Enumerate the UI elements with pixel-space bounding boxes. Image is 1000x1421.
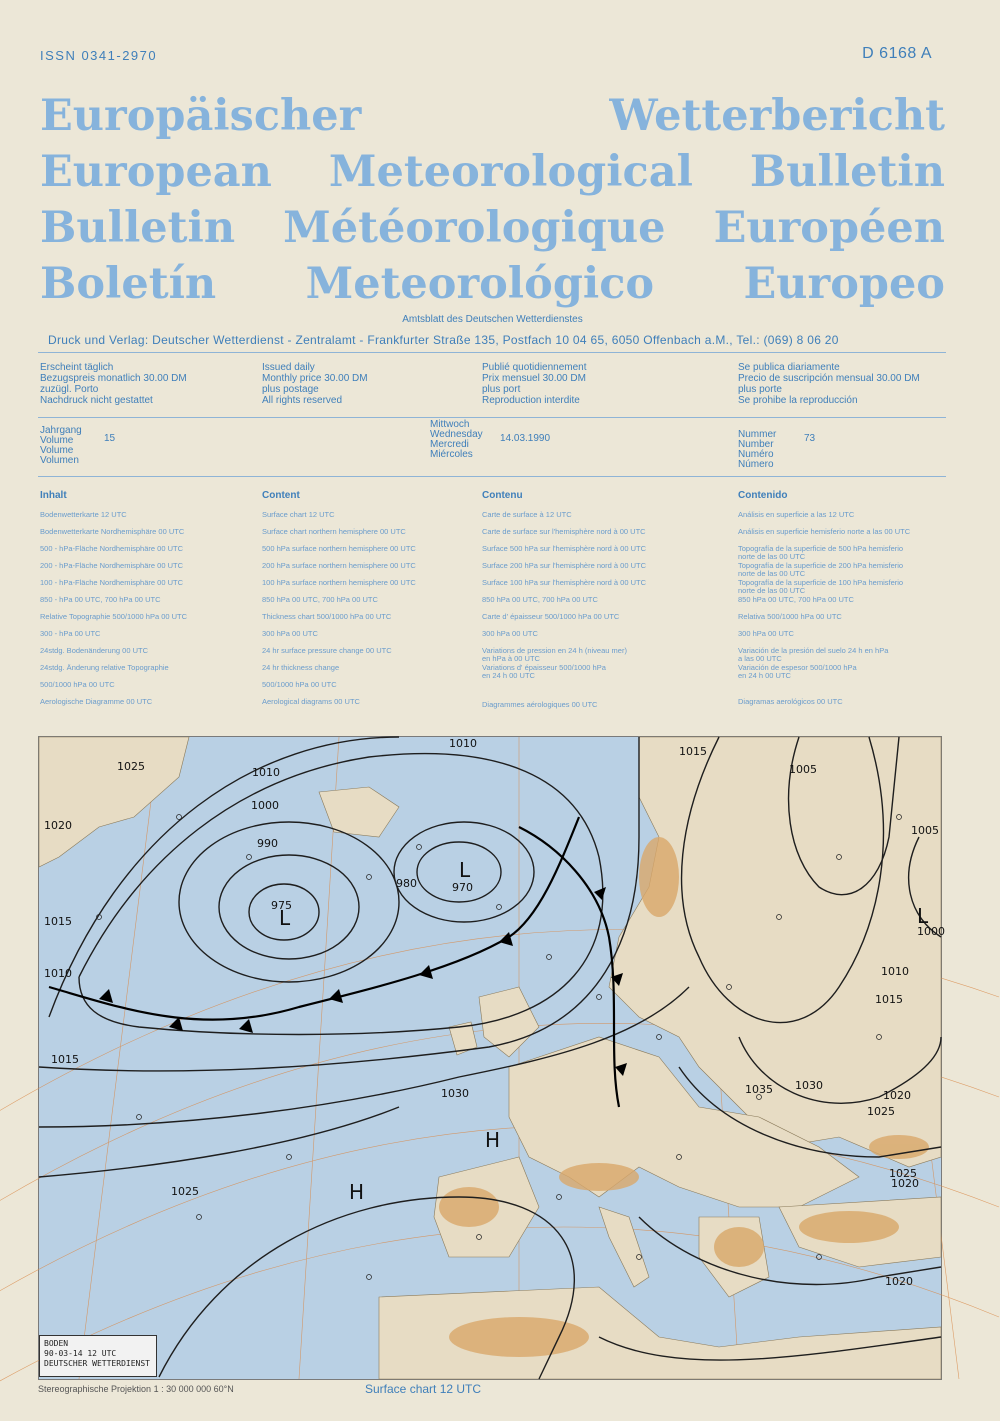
contents-item: Surface chart northern hemisphere 00 UTC [262, 527, 406, 536]
postal-code: D 6168 A [862, 45, 932, 62]
label: Miércoles [430, 449, 473, 460]
label: Nummer [738, 429, 777, 440]
isobar-label: 1015 [875, 993, 903, 1006]
contents-item: Surface 200 hPa sur l'hemisphère nord à 00 UTC [482, 561, 647, 570]
title-french: Bulletin Météorologique Européen [40, 203, 945, 253]
contents-item: Variación de la presión del suelo 24 h en hPa [738, 646, 889, 655]
divider [38, 352, 946, 353]
weekday-labels [430, 420, 483, 460]
contents-item: 500/1000 hPa 00 UTC [40, 680, 115, 689]
number-labels [738, 430, 776, 470]
isobar-label: 970 [452, 881, 473, 894]
low-pressure-label: L [279, 906, 291, 930]
notice-line: Precio de suscripción mensual 30.00 DM [738, 373, 920, 384]
isobar-label: 1000 [251, 799, 279, 812]
notice-line: Erscheint täglich [40, 362, 114, 373]
label: Volume [40, 435, 74, 446]
contents-item: en hPa à 00 UTC [482, 654, 540, 663]
contents-item: 850 hPa 00 UTC, 700 hPa 00 UTC [482, 595, 598, 604]
contents-item: Análisis en superficie hemisferio norte a las 00 UTC [738, 527, 911, 536]
notice-line: Se publica diariamente [738, 362, 840, 373]
contents-item: 100 hPa surface northern hemisphere 00 UTC [262, 578, 416, 587]
surface-weather-map [38, 736, 945, 1380]
contents-item: Relative Topographie 500/1000 hPa 00 UTC [40, 612, 188, 621]
contents-item: norte de las 00 UTC [738, 569, 806, 578]
divider [38, 417, 946, 418]
isobar-label: 1020 [885, 1275, 913, 1288]
contents-item: Relativa 500/1000 hPa 00 UTC [738, 612, 842, 621]
notice-line: plus postage [262, 384, 319, 395]
volume-value: 15 [104, 433, 116, 444]
contents-item: 100 - hPa-Fläche Nordhemisphäre 00 UTC [40, 578, 183, 587]
notice-line: All rights reserved [262, 395, 343, 406]
contents-item: Aerological diagrams 00 UTC [262, 697, 360, 706]
isobar-label: 1005 [789, 763, 817, 776]
isobar-label: 1025 [867, 1105, 895, 1118]
contents-item: norte de las 00 UTC [738, 552, 806, 561]
contents-item: 24stdg. Änderung relative Topographie [40, 663, 169, 672]
contents-item: 200 hPa surface northern hemisphere 00 UTC [262, 561, 416, 570]
contents-item: 24 hr surface pressure change 00 UTC [262, 646, 392, 655]
contents-item: norte de las 00 UTC [738, 586, 806, 595]
isobar-label: 1000 [917, 925, 945, 938]
contents-item: Thickness chart 500/1000 hPa 00 UTC [262, 612, 392, 621]
isobar-label: 1015 [51, 1053, 79, 1066]
notice-line: Issued daily [262, 362, 315, 373]
contents-item: Diagramas aerológicos 00 UTC [738, 697, 843, 706]
title-spanish: Boletín Meteorológico Europeo [40, 259, 945, 309]
contents-item: Bodenwetterkarte Nordhemisphäre 00 UTC [40, 527, 185, 536]
label: Volumen [40, 455, 79, 466]
issn-number: ISSN 0341-2970 [40, 48, 158, 63]
contents-item: 300 - hPa 00 UTC [40, 629, 101, 638]
contents-item: 850 - hPa 00 UTC, 700 hPa 00 UTC [40, 595, 161, 604]
contents-heading-english: Content [262, 490, 300, 501]
terrain-patch [449, 1317, 589, 1357]
isobar-label: 990 [257, 837, 278, 850]
isobar-label: 1025 [171, 1185, 199, 1198]
isobar-label: 1030 [441, 1087, 469, 1100]
contents-item: Carte de surface à 12 UTC [482, 510, 572, 519]
notice-line: Prix mensuel 30.00 DM [482, 373, 586, 384]
contents-item: Carte d' épaisseur 500/1000 hPa 00 UTC [482, 612, 620, 621]
label: Número [738, 459, 774, 470]
contents-item: 300 hPa 00 UTC [262, 629, 318, 638]
issue-date: 14.03.1990 [500, 433, 551, 444]
label: Number [738, 439, 774, 450]
contents-item: Variación de espesor 500/1000 hPa [738, 663, 857, 672]
contents-heading-german: Inhalt [40, 490, 67, 501]
stamp-line: 90-03-14 12 UTC [44, 1349, 117, 1358]
subtitle: Amtsblatt des Deutschen Wetterdienstes [402, 314, 583, 325]
label: Wednesday [430, 429, 483, 440]
contents-item: Análisis en superficie a las 12 UTC [738, 510, 855, 519]
notice-english [262, 362, 368, 406]
stamp-line: BODEN [44, 1339, 69, 1348]
contents-item: Topografía de la superficie de 100 hPa hemisferio [738, 578, 904, 587]
notice-line: Se prohibe la reproducción [738, 395, 858, 406]
isobar-label: 1015 [679, 745, 707, 758]
isobar-label: 1025 [889, 1167, 917, 1180]
isobar-label: 1020 [883, 1089, 911, 1102]
contents-item: Variations de pression en 24 h (niveau mer) [482, 646, 627, 655]
isobar-label: 1020 [44, 819, 72, 832]
contents-item: Diagrammes aérologiques 00 UTC [482, 700, 598, 709]
terrain-patch [559, 1163, 639, 1191]
contents-item: Topografía de la superficie de 200 hPa hemisferio [738, 561, 904, 570]
contents-item: 500 - hPa-Fläche Nordhemisphäre 00 UTC [40, 544, 183, 553]
volume-labels [40, 426, 82, 466]
label: Mittwoch [430, 419, 470, 430]
isobar-label: 1025 [117, 760, 145, 773]
isobar-label: 1005 [911, 824, 939, 837]
contents-item: Carte de surface sur l'hemisphère nord à 00 UTC [482, 527, 646, 536]
notice-french [482, 362, 587, 406]
map-canvas [39, 737, 945, 1379]
isobar-label: 975 [271, 899, 292, 912]
label: Mercredi [430, 439, 469, 450]
issue-number: 73 [804, 433, 816, 444]
notice-line: Monthly price 30.00 DM [262, 373, 368, 384]
contents-heading-spanish: Contenido [738, 490, 788, 501]
contents-item: 200 - hPa-Fläche Nordhemisphäre 00 UTC [40, 561, 183, 570]
low-pressure-label: L [917, 904, 929, 928]
contents-item: a las 00 UTC [738, 654, 782, 663]
contents-item: 500 hPa surface northern hemisphere 00 UTC [262, 544, 416, 553]
isobar-label: 1010 [449, 737, 477, 750]
terrain-patch [799, 1211, 899, 1243]
contents-item: 24 hr thickness change [262, 663, 340, 672]
label: Jahrgang [40, 425, 82, 436]
map-stamp [39, 1335, 157, 1377]
isobar-label: 1035 [745, 1083, 773, 1096]
contents-item: Variations d' épaisseur 500/1000 hPa [482, 663, 606, 672]
notice-line: plus port [482, 384, 521, 395]
notice-german [40, 362, 187, 406]
contents-item: 500/1000 hPa 00 UTC [262, 680, 337, 689]
low-pressure-label: L [459, 858, 471, 882]
terrain-patch [714, 1227, 764, 1267]
contents-item: 300 hPa 00 UTC [482, 629, 538, 638]
contents-item: Aerologische Diagramme 00 UTC [40, 697, 153, 706]
title-english: European Meteorological Bulletin [40, 147, 945, 197]
notice-line: zuzügl. Porto [40, 384, 99, 395]
notice-line: Publié quotidiennement [482, 362, 587, 373]
isobar-label: 1010 [44, 967, 72, 980]
contents-item: 850 hPa 00 UTC, 700 hPa 00 UTC [738, 595, 854, 604]
contents-item: Bodenwetterkarte 12 UTC [40, 510, 127, 519]
contents-item: 24stdg. Bodenänderung 00 UTC [40, 646, 148, 655]
contents-item: 300 hPa 00 UTC [738, 629, 794, 638]
contents-item: Topografía de la superficie de 500 hPa hemisferio [738, 544, 904, 553]
notice-line: Reproduction interdite [482, 395, 580, 406]
contents-item: Surface 500 hPa sur l'hemisphère nord à 00 UTC [482, 544, 647, 553]
contents-heading-french: Contenu [482, 490, 523, 501]
title-german: Europäischer Wetterbericht [40, 91, 945, 141]
contents-item: en 24 h 00 UTC [482, 671, 535, 680]
isobar-label: 1030 [795, 1079, 823, 1092]
terrain-patch [639, 837, 679, 917]
label: Volume [40, 445, 74, 456]
terrain-patch [439, 1187, 499, 1227]
chart-caption: Surface chart 12 UTC [365, 1382, 482, 1396]
isobar-label: 980 [396, 877, 417, 890]
publisher-line: Druck und Verlag: Deutscher Wetterdienst - Zentralamt - Frankfurter Straße 135, Postfach 10 04 65, 6050 Offenbach a.M., Tel.: (069) 8 06 20 [48, 333, 839, 347]
contents-item: 850 hPa 00 UTC, 700 hPa 00 UTC [262, 595, 378, 604]
notice-line: plus porte [738, 384, 782, 395]
notice-line: Nachdruck nicht gestattet [40, 395, 153, 406]
label: Numéro [738, 449, 774, 460]
divider [38, 476, 946, 477]
contents-item: en 24 h 00 UTC [738, 671, 791, 680]
terrain-patch [869, 1135, 929, 1159]
isobar-label: 1015 [44, 915, 72, 928]
contents-item: Surface 100 hPa sur l'hemisphère nord à 00 UTC [482, 578, 647, 587]
high-pressure-label: H [485, 1128, 501, 1152]
isobar-label: 1010 [881, 965, 909, 978]
notice-spanish [738, 362, 920, 406]
high-pressure-label: H [349, 1180, 365, 1204]
isobar-label: 1010 [252, 766, 280, 779]
notice-line: Bezugspreis monatlich 30.00 DM [40, 373, 187, 384]
contents-item: Surface chart 12 UTC [262, 510, 335, 519]
projection-note: Stereographische Projektion 1 : 30 000 000 60°N [38, 1384, 234, 1394]
stamp-line: DEUTSCHER WETTERDIENST [44, 1359, 150, 1368]
isobar-label: 1020 [891, 1177, 919, 1190]
